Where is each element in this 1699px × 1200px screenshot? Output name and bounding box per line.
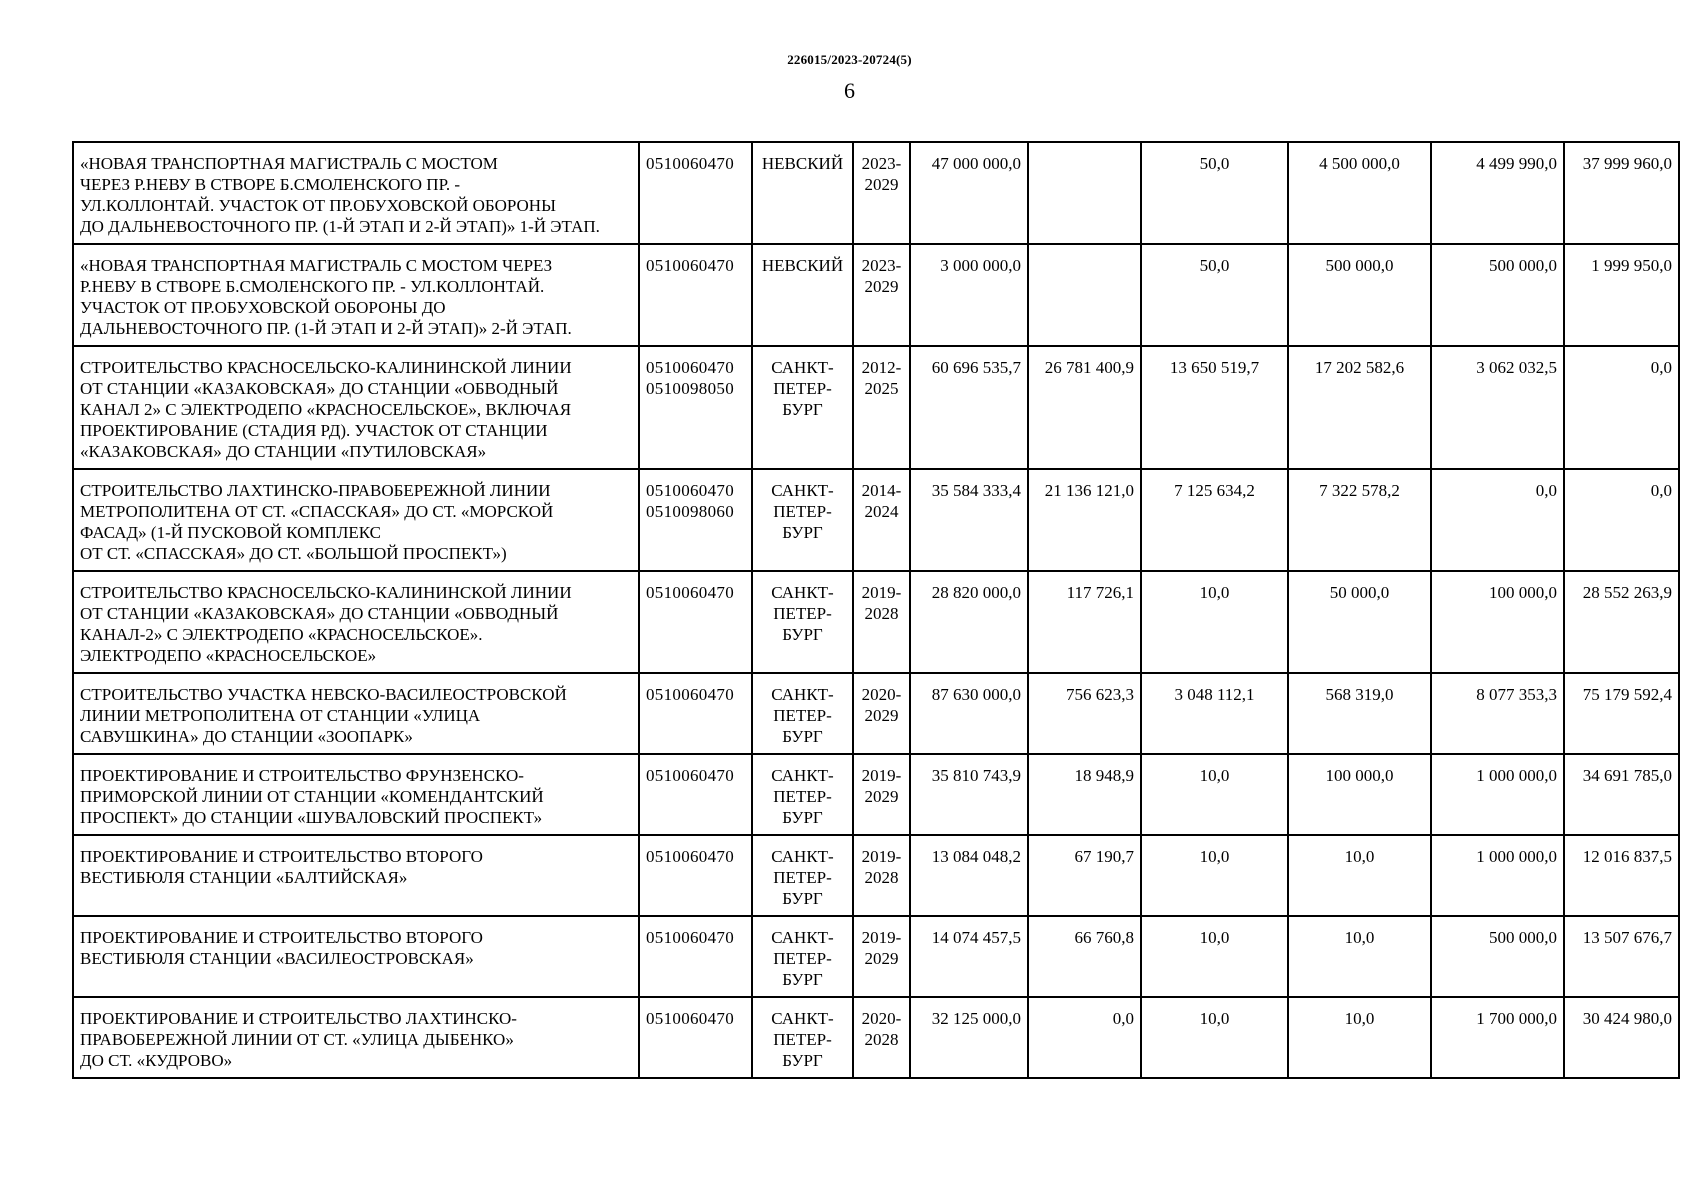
- district-cell: [752, 916, 853, 997]
- prior-funding-cell: 21 136 121,0: [1028, 469, 1141, 571]
- funding-year-2-cell: 10,0: [1288, 916, 1431, 997]
- period-cell-line: 2019-: [861, 928, 902, 947]
- period-cell: [853, 997, 910, 1078]
- period-cell-line: 2019-: [861, 766, 902, 785]
- budget-code-cell: [639, 244, 752, 346]
- period-cell-line: 2020-: [861, 1009, 902, 1028]
- district-cell-line: БУРГ: [782, 1051, 823, 1070]
- project-name-cell-line: ПРАВОБЕРЕЖНОЙ ЛИНИИ ОТ СТ. «УЛИЦА ДЫБЕНКО»: [80, 1030, 514, 1049]
- project-name-cell: [73, 142, 639, 244]
- district-cell-line: САНКТ-: [771, 766, 834, 785]
- project-name-cell-line: Р.НЕВУ В СТВОРЕ Б.СМОЛЕНСКОГО ПР. - УЛ.КОЛЛОНТАЙ.: [80, 277, 545, 296]
- district-cell-line: НЕВСКИЙ: [761, 154, 844, 173]
- remaining-funding-cell: 30 424 980,0: [1564, 997, 1679, 1078]
- budget-code-cell: [639, 346, 752, 469]
- period-cell-line: 2028: [864, 1030, 899, 1049]
- project-name-cell-line: СТРОИТЕЛЬСТВО КРАСНОСЕЛЬСКО-КАЛИНИНСКОЙ ЛИНИИ: [80, 583, 572, 602]
- total-cost-cell: 60 696 535,7: [910, 346, 1028, 469]
- project-name-cell-line: ОТ СТ. «СПАССКАЯ» ДО СТ. «БОЛЬШОЙ ПРОСПЕКТ»): [80, 544, 507, 563]
- funding-year-1-cell: 13 650 519,7: [1141, 346, 1288, 469]
- table-row: [73, 916, 1679, 997]
- table-row: [73, 469, 1679, 571]
- period-cell-line: 2029: [864, 949, 899, 968]
- prior-funding-cell: 26 781 400,9: [1028, 346, 1141, 469]
- project-name-cell-line: СТРОИТЕЛЬСТВО УЧАСТКА НЕВСКО-ВАСИЛЕОСТРОВСКОЙ: [80, 685, 567, 704]
- district-cell-line: ПЕТЕР-: [773, 1030, 832, 1049]
- project-name-cell: [73, 916, 639, 997]
- period-cell: [853, 142, 910, 244]
- total-cost-cell: 87 630 000,0: [910, 673, 1028, 754]
- funding-year-2-cell: 500 000,0: [1288, 244, 1431, 346]
- budget-code-cell-line: 0510060470: [646, 154, 734, 173]
- district-cell-line: ПЕТЕР-: [773, 604, 832, 623]
- prior-funding-cell: [1028, 142, 1141, 244]
- table-row: [73, 571, 1679, 673]
- district-cell-line: ПЕТЕР-: [773, 502, 832, 521]
- funding-year-3-cell: 0,0: [1431, 469, 1564, 571]
- remaining-funding-cell: 37 999 960,0: [1564, 142, 1679, 244]
- project-name-cell-line: ЭЛЕКТРОДЕПО «КРАСНОСЕЛЬСКОЕ»: [80, 646, 377, 665]
- district-cell: [752, 673, 853, 754]
- period-cell-line: 2024: [864, 502, 899, 521]
- period-cell-line: 2020-: [861, 685, 902, 704]
- budget-code-cell-line: 0510060470: [646, 847, 734, 866]
- budget-code-cell-line: 0510098060: [646, 502, 734, 521]
- budget-code-cell: [639, 673, 752, 754]
- project-name-cell-line: «НОВАЯ ТРАНСПОРТНАЯ МАГИСТРАЛЬ С МОСТОМ: [80, 154, 498, 173]
- project-name-cell-line: ВЕСТИБЮЛЯ СТАНЦИИ «ВАСИЛЕОСТРОВСКАЯ»: [80, 949, 474, 968]
- total-cost-cell: 14 074 457,5: [910, 916, 1028, 997]
- district-cell-line: БУРГ: [782, 625, 823, 644]
- district-cell: [752, 244, 853, 346]
- period-cell-line: 2023-: [861, 256, 902, 275]
- district-cell-line: ПЕТЕР-: [773, 787, 832, 806]
- project-name-cell-line: УЧАСТОК ОТ ПР.ОБУХОВСКОЙ ОБОРОНЫ ДО: [80, 298, 446, 317]
- period-cell-line: 2029: [864, 787, 899, 806]
- project-name-cell: [73, 571, 639, 673]
- district-cell: [752, 835, 853, 916]
- total-cost-cell: 28 820 000,0: [910, 571, 1028, 673]
- funding-year-3-cell: 1 000 000,0: [1431, 754, 1564, 835]
- prior-funding-cell: 67 190,7: [1028, 835, 1141, 916]
- project-name-cell-line: САВУШКИНА» ДО СТАНЦИИ «ЗООПАРК»: [80, 727, 413, 746]
- budget-code-cell-line: 0510060470: [646, 256, 734, 275]
- project-name-cell-line: ПРИМОРСКОЙ ЛИНИИ ОТ СТАНЦИИ «КОМЕНДАНТСКИЙ: [80, 787, 544, 806]
- funding-year-1-cell: 10,0: [1141, 916, 1288, 997]
- district-cell-line: ПЕТЕР-: [773, 868, 832, 887]
- period-cell: [853, 244, 910, 346]
- funding-year-2-cell: 568 319,0: [1288, 673, 1431, 754]
- project-name-cell-line: ПРОЕКТИРОВАНИЕ И СТРОИТЕЛЬСТВО ЛАХТИНСКО-: [80, 1009, 517, 1028]
- table-row: [73, 244, 1679, 346]
- project-name-cell: [73, 469, 639, 571]
- project-name-cell-line: «КАЗАКОВСКАЯ» ДО СТАНЦИИ «ПУТИЛОВСКАЯ»: [80, 442, 487, 461]
- budget-code-cell: [639, 142, 752, 244]
- table-row: [73, 346, 1679, 469]
- period-cell-line: 2028: [864, 868, 899, 887]
- district-cell: [752, 346, 853, 469]
- remaining-funding-cell: 0,0: [1564, 346, 1679, 469]
- funding-year-2-cell: 17 202 582,6: [1288, 346, 1431, 469]
- budget-code-cell-line: 0510060470: [646, 358, 734, 377]
- funding-year-2-cell: 4 500 000,0: [1288, 142, 1431, 244]
- funding-year-1-cell: 10,0: [1141, 754, 1288, 835]
- remaining-funding-cell: 1 999 950,0: [1564, 244, 1679, 346]
- budget-code-cell: [639, 571, 752, 673]
- prior-funding-cell: 756 623,3: [1028, 673, 1141, 754]
- district-cell-line: БУРГ: [782, 970, 823, 989]
- period-cell-line: 2029: [864, 706, 899, 725]
- budget-code-cell: [639, 835, 752, 916]
- project-name-cell-line: ПРОЕКТИРОВАНИЕ И СТРОИТЕЛЬСТВО ФРУНЗЕНСКО-: [80, 766, 524, 785]
- funding-year-3-cell: 8 077 353,3: [1431, 673, 1564, 754]
- funding-year-3-cell: 1 700 000,0: [1431, 997, 1564, 1078]
- funding-year-1-cell: 50,0: [1141, 142, 1288, 244]
- funding-year-3-cell: 3 062 032,5: [1431, 346, 1564, 469]
- document-registration-number: 226015/2023-20724(5): [787, 52, 912, 67]
- project-name-cell: [73, 673, 639, 754]
- district-cell-line: САНКТ-: [771, 481, 834, 500]
- funding-year-3-cell: 1 000 000,0: [1431, 835, 1564, 916]
- district-cell-line: НЕВСКИЙ: [761, 256, 844, 275]
- project-name-cell-line: ЛИНИИ МЕТРОПОЛИТЕНА ОТ СТАНЦИИ «УЛИЦА: [80, 706, 481, 725]
- district-cell-line: ПЕТЕР-: [773, 949, 832, 968]
- district-cell-line: БУРГ: [782, 400, 823, 419]
- budget-code-cell-line: 0510060470: [646, 685, 734, 704]
- project-name-cell-line: ДО СТ. «КУДРОВО»: [80, 1051, 233, 1070]
- table-row: [73, 673, 1679, 754]
- funding-year-2-cell: 7 322 578,2: [1288, 469, 1431, 571]
- district-cell: [752, 997, 853, 1078]
- budget-code-cell: [639, 997, 752, 1078]
- funding-year-1-cell: 50,0: [1141, 244, 1288, 346]
- funding-year-3-cell: 500 000,0: [1431, 244, 1564, 346]
- district-cell: [752, 142, 853, 244]
- remaining-funding-cell: 12 016 837,5: [1564, 835, 1679, 916]
- district-cell-line: БУРГ: [782, 808, 823, 827]
- table-body: [73, 142, 1679, 1078]
- period-cell-line: 2023-: [861, 154, 902, 173]
- budget-code-cell: [639, 469, 752, 571]
- prior-funding-cell: 117 726,1: [1028, 571, 1141, 673]
- district-cell-line: САНКТ-: [771, 928, 834, 947]
- project-name-cell-line: ЧЕРЕЗ Р.НЕВУ В СТВОРЕ Б.СМОЛЕНСКОГО ПР. -: [80, 175, 461, 194]
- prior-funding-cell: 0,0: [1028, 997, 1141, 1078]
- funding-year-3-cell: 100 000,0: [1431, 571, 1564, 673]
- project-name-cell-line: ОТ СТАНЦИИ «КАЗАКОВСКАЯ» ДО СТАНЦИИ «ОБВОДНЫЙ: [80, 604, 559, 623]
- project-name-cell: [73, 835, 639, 916]
- project-name-cell-line: СТРОИТЕЛЬСТВО КРАСНОСЕЛЬСКО-КАЛИНИНСКОЙ ЛИНИИ: [80, 358, 572, 377]
- period-cell-line: 2029: [864, 175, 899, 194]
- funding-year-3-cell: 500 000,0: [1431, 916, 1564, 997]
- total-cost-cell: 13 084 048,2: [910, 835, 1028, 916]
- investment-projects-table: [72, 141, 1680, 1079]
- budget-code-cell-line: 0510098050: [646, 379, 734, 398]
- period-cell: [853, 469, 910, 571]
- period-cell: [853, 346, 910, 469]
- funding-year-1-cell: 10,0: [1141, 835, 1288, 916]
- prior-funding-cell: 66 760,8: [1028, 916, 1141, 997]
- period-cell-line: 2012-: [861, 358, 902, 377]
- funding-year-1-cell: 10,0: [1141, 571, 1288, 673]
- district-cell-line: САНКТ-: [771, 583, 834, 602]
- period-cell: [853, 571, 910, 673]
- district-cell-line: БУРГ: [782, 727, 823, 746]
- project-name-cell: [73, 244, 639, 346]
- funding-year-2-cell: 50 000,0: [1288, 571, 1431, 673]
- budget-code-cell-line: 0510060470: [646, 766, 734, 785]
- period-cell-line: 2028: [864, 604, 899, 623]
- funding-year-1-cell: 3 048 112,1: [1141, 673, 1288, 754]
- funding-year-2-cell: 10,0: [1288, 997, 1431, 1078]
- total-cost-cell: 47 000 000,0: [910, 142, 1028, 244]
- project-name-cell-line: ПРОЕКТИРОВАНИЕ И СТРОИТЕЛЬСТВО ВТОРОГО: [80, 847, 483, 866]
- prior-funding-cell: [1028, 244, 1141, 346]
- document-header: [0, 52, 1699, 104]
- total-cost-cell: 3 000 000,0: [910, 244, 1028, 346]
- budget-code-cell-line: 0510060470: [646, 1009, 734, 1028]
- period-cell-line: 2025: [864, 379, 899, 398]
- total-cost-cell: 35 810 743,9: [910, 754, 1028, 835]
- project-name-cell-line: КАНАЛ-2» С ЭЛЕКТРОДЕПО «КРАСНОСЕЛЬСКОЕ».: [80, 625, 483, 644]
- table-row: [73, 835, 1679, 916]
- period-cell: [853, 916, 910, 997]
- total-cost-cell: 32 125 000,0: [910, 997, 1028, 1078]
- remaining-funding-cell: 0,0: [1564, 469, 1679, 571]
- project-name-cell-line: УЛ.КОЛЛОНТАЙ. УЧАСТОК ОТ ПР.ОБУХОВСКОЙ ОБОРОНЫ: [80, 196, 556, 215]
- district-cell-line: ПЕТЕР-: [773, 379, 832, 398]
- table-row: [73, 142, 1679, 244]
- period-cell-line: 2014-: [861, 481, 902, 500]
- period-cell-line: 2019-: [861, 847, 902, 866]
- project-name-cell-line: КАНАЛ 2» С ЭЛЕКТРОДЕПО «КРАСНОСЕЛЬСКОЕ», ВКЛЮЧАЯ: [80, 400, 572, 419]
- district-cell-line: САНКТ-: [771, 685, 834, 704]
- table-row: [73, 997, 1679, 1078]
- period-cell-line: 2029: [864, 277, 899, 296]
- table-row: [73, 754, 1679, 835]
- district-cell: [752, 571, 853, 673]
- project-name-cell-line: СТРОИТЕЛЬСТВО ЛАХТИНСКО-ПРАВОБЕРЕЖНОЙ ЛИНИИ: [80, 481, 551, 500]
- district-cell-line: САНКТ-: [771, 358, 834, 377]
- project-name-cell: [73, 754, 639, 835]
- budget-code-cell-line: 0510060470: [646, 481, 734, 500]
- project-name-cell-line: ПРОЕКТИРОВАНИЕ (СТАДИЯ РД). УЧАСТОК ОТ СТАНЦИИ: [80, 421, 548, 440]
- budget-code-cell-line: 0510060470: [646, 583, 734, 602]
- project-name-cell-line: ВЕСТИБЮЛЯ СТАНЦИИ «БАЛТИЙСКАЯ»: [80, 868, 408, 887]
- funding-year-3-cell: 4 499 990,0: [1431, 142, 1564, 244]
- project-name-cell-line: ДАЛЬНЕВОСТОЧНОГО ПР. (1-Й ЭТАП И 2-Й ЭТАП)» 2-Й ЭТАП.: [80, 319, 572, 338]
- period-cell: [853, 754, 910, 835]
- district-cell-line: САНКТ-: [771, 1009, 834, 1028]
- district-cell: [752, 469, 853, 571]
- district-cell-line: ПЕТЕР-: [773, 706, 832, 725]
- project-name-cell-line: «НОВАЯ ТРАНСПОРТНАЯ МАГИСТРАЛЬ С МОСТОМ ЧЕРЕЗ: [80, 256, 553, 275]
- district-cell: [752, 754, 853, 835]
- project-name-cell: [73, 997, 639, 1078]
- project-name-cell: [73, 346, 639, 469]
- project-name-cell-line: ДО ДАЛЬНЕВОСТОЧНОГО ПР. (1-Й ЭТАП И 2-Й ЭТАП)» 1-Й ЭТАП.: [80, 217, 600, 236]
- district-cell-line: БУРГ: [782, 889, 823, 908]
- remaining-funding-cell: 75 179 592,4: [1564, 673, 1679, 754]
- district-cell-line: САНКТ-: [771, 847, 834, 866]
- funding-year-2-cell: 10,0: [1288, 835, 1431, 916]
- budget-code-cell: [639, 754, 752, 835]
- page-number: 6: [844, 78, 855, 103]
- remaining-funding-cell: 28 552 263,9: [1564, 571, 1679, 673]
- remaining-funding-cell: 34 691 785,0: [1564, 754, 1679, 835]
- prior-funding-cell: 18 948,9: [1028, 754, 1141, 835]
- remaining-funding-cell: 13 507 676,7: [1564, 916, 1679, 997]
- district-cell-line: БУРГ: [782, 523, 823, 542]
- funding-year-2-cell: 100 000,0: [1288, 754, 1431, 835]
- total-cost-cell: 35 584 333,4: [910, 469, 1028, 571]
- project-name-cell-line: ОТ СТАНЦИИ «КАЗАКОВСКАЯ» ДО СТАНЦИИ «ОБВОДНЫЙ: [80, 379, 559, 398]
- budget-code-cell-line: 0510060470: [646, 928, 734, 947]
- period-cell: [853, 835, 910, 916]
- period-cell-line: 2019-: [861, 583, 902, 602]
- project-name-cell-line: ФАСАД» (1-Й ПУСКОВОЙ КОМПЛЕКС: [80, 523, 381, 542]
- budget-code-cell: [639, 916, 752, 997]
- project-name-cell-line: МЕТРОПОЛИТЕНА ОТ СТ. «СПАССКАЯ» ДО СТ. «МОРСКОЙ: [80, 502, 554, 521]
- period-cell: [853, 673, 910, 754]
- project-name-cell-line: ПРОЕКТИРОВАНИЕ И СТРОИТЕЛЬСТВО ВТОРОГО: [80, 928, 483, 947]
- project-name-cell-line: ПРОСПЕКТ» ДО СТАНЦИИ «ШУВАЛОВСКИЙ ПРОСПЕКТ»: [80, 808, 543, 827]
- funding-year-1-cell: 10,0: [1141, 997, 1288, 1078]
- funding-year-1-cell: 7 125 634,2: [1141, 469, 1288, 571]
